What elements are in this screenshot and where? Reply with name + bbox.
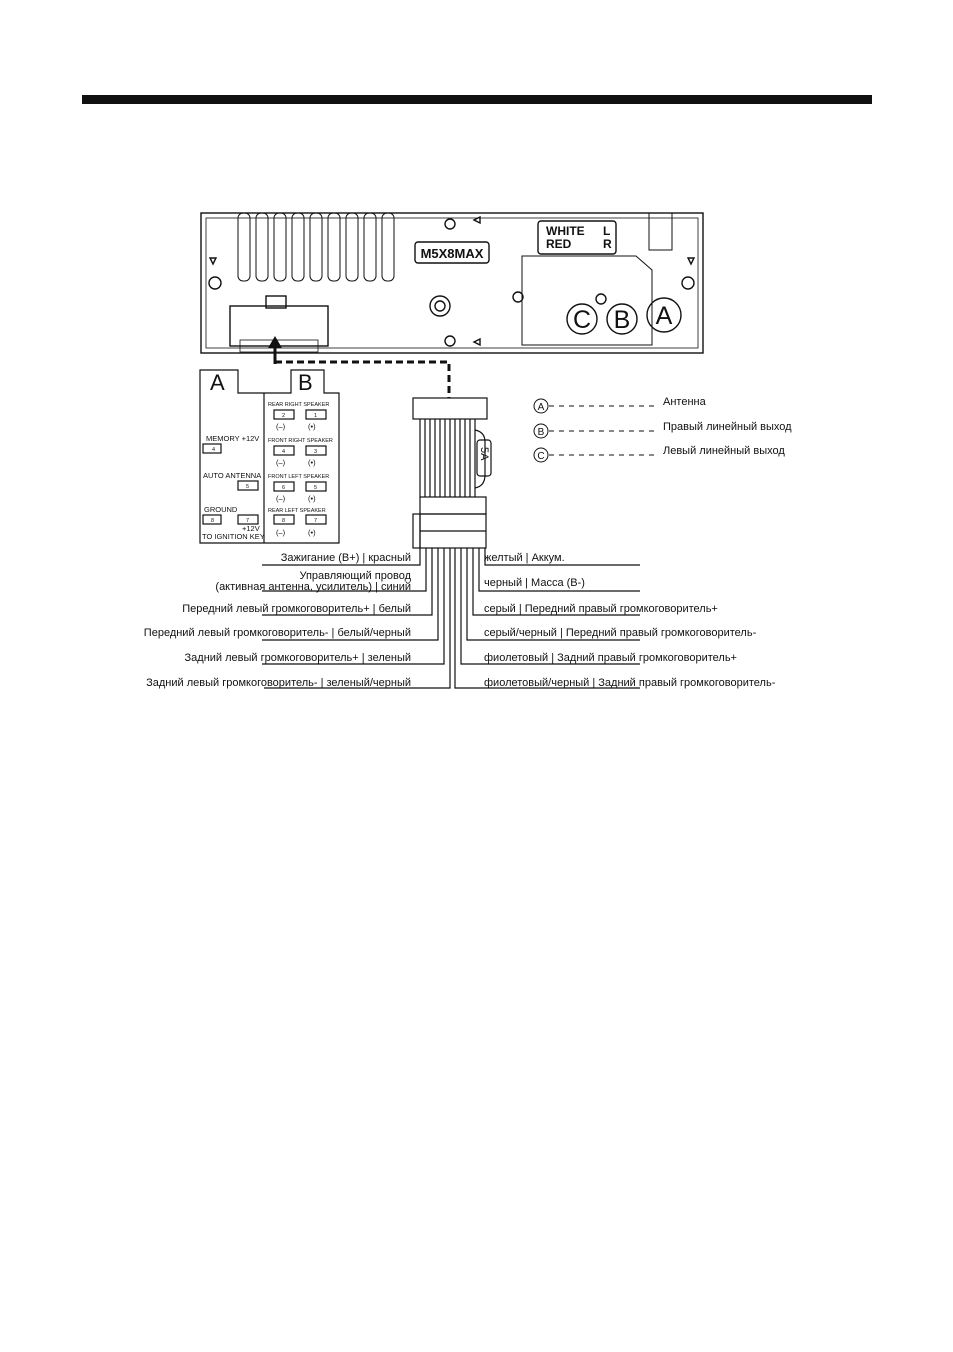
legend-item-a xyxy=(534,396,707,413)
wire-label-remote-1: Управляющий провод xyxy=(299,570,411,582)
b-group-rear-right xyxy=(268,402,329,431)
neg-symbol: (–) xyxy=(276,494,286,503)
ignition-key-label: TO IGNITION KEY xyxy=(202,532,265,541)
block-b-letter: B xyxy=(298,370,313,395)
memory-pin: 4 xyxy=(212,447,216,453)
legend-text: Антенна xyxy=(663,396,706,408)
block-a-letter: A xyxy=(210,370,225,395)
legend-item-c xyxy=(534,445,785,462)
jack-b-label: B xyxy=(613,306,631,334)
wire-label-front-left-neg: Передний левый громкоговоритель- | белый/черный xyxy=(143,627,411,639)
b-group-label: REAR RIGHT SPEAKER xyxy=(268,402,330,408)
memory-label: MEMORY +12V xyxy=(206,434,260,443)
wire-label-remote-2: (активная антенна, усилитель) | синий xyxy=(215,581,411,593)
wire-label-ground: черный | Масса (B-) xyxy=(484,577,585,589)
wire-label-battery: желтый | Аккум. xyxy=(484,552,565,564)
b-pin-pos: 7 xyxy=(314,518,318,524)
wire-label-rear-right-pos: фиолетовый | Задний правый громкоговоритель+ xyxy=(484,652,737,664)
b-pin-pos: 1 xyxy=(314,413,318,419)
ignition-pin: 7 xyxy=(246,518,250,524)
ground-label: GROUND xyxy=(204,505,238,514)
b-group-front-right xyxy=(268,438,333,467)
fuse-label: 5A xyxy=(478,447,490,461)
neg-symbol: (–) xyxy=(276,528,286,537)
legend-letter: C xyxy=(537,451,545,462)
heatsink-fins xyxy=(238,213,394,281)
wire-label-front-left-pos: Передний левый громкоговоритель+ | белый xyxy=(182,603,411,615)
rca-white-label: WHITE xyxy=(546,224,585,238)
legend-text: Правый линейный выход xyxy=(663,421,792,433)
b-group-front-left xyxy=(268,474,329,503)
rca-white-channel: L xyxy=(603,224,611,238)
legend-letter: B xyxy=(537,427,545,438)
b-pin-neg: 4 xyxy=(282,449,286,455)
b-group-label: FRONT RIGHT SPEAKER xyxy=(268,438,333,444)
wire-label-front-right-neg: серый/черный | Передний правый громкоговоритель- xyxy=(484,627,757,639)
b-pin-neg: 8 xyxy=(282,518,286,524)
b-pin-pos: 3 xyxy=(314,449,318,455)
ignition-12v-label: +12V xyxy=(242,524,260,533)
b-group-rear-left xyxy=(268,508,326,537)
legend-letter: A xyxy=(537,402,545,413)
legend xyxy=(534,396,792,462)
auto-antenna-pin: 5 xyxy=(246,484,250,490)
connection-arrow xyxy=(268,336,449,398)
b-pin-neg: 2 xyxy=(282,413,286,419)
neg-symbol: (–) xyxy=(276,422,286,431)
pos-symbol: (•) xyxy=(308,494,316,503)
b-pin-neg: 6 xyxy=(282,485,286,491)
wire-label-front-right-pos: серый | Передний правый громкоговоритель+ xyxy=(484,603,718,615)
wire-label-rear-left-pos: Задний левый громкоговоритель+ | зеленый xyxy=(184,652,411,664)
b-group-label: REAR LEFT SPEAKER xyxy=(268,508,326,514)
legend-text: Левый линейный выход xyxy=(663,445,785,457)
legend-item-b xyxy=(534,421,792,438)
auto-antenna-label: AUTO ANTENNA xyxy=(203,471,262,480)
rca-red-label: RED xyxy=(546,237,572,251)
jack-a-label: A xyxy=(655,302,673,330)
ground-pin: 8 xyxy=(211,518,215,524)
wire-label-rear-right-neg: фиолетовый/черный | Задний правый громкоговоритель- xyxy=(484,677,776,689)
jack-c-label: C xyxy=(572,306,592,334)
pos-symbol: (•) xyxy=(308,422,316,431)
b-pin-pos: 5 xyxy=(314,485,318,491)
pos-symbol: (•) xyxy=(308,458,316,467)
model-label: M5X8MAX xyxy=(420,246,484,261)
rca-red-channel: R xyxy=(603,237,612,251)
b-group-label: FRONT LEFT SPEAKER xyxy=(268,474,330,480)
wire-label-rear-left-neg: Задний левый громкоговоритель- | зеленый/черный xyxy=(146,677,411,689)
pos-symbol: (•) xyxy=(308,528,316,537)
iso-pinout-box xyxy=(200,370,339,543)
neg-symbol: (–) xyxy=(276,458,286,467)
wire-label-ignition: Зажигание (B+) | красный xyxy=(280,552,411,564)
